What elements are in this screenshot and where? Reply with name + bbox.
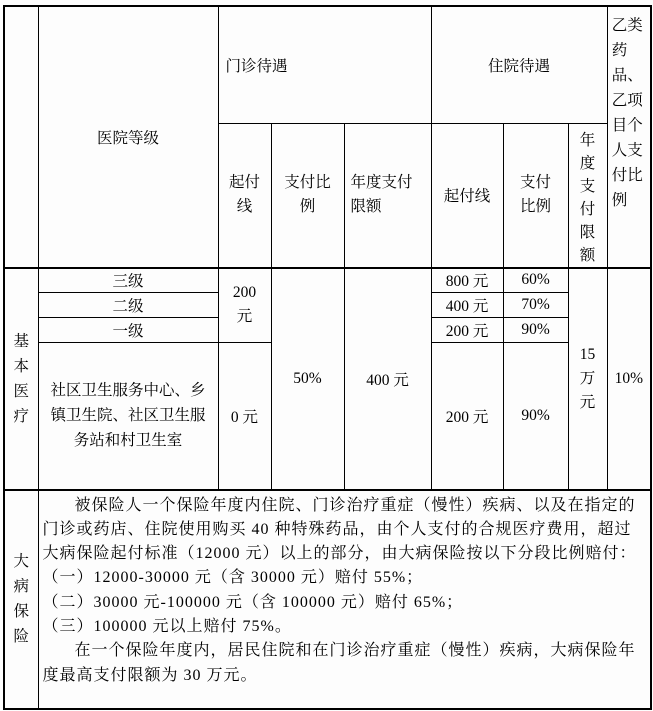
cell-in-ratio-1: 90%: [503, 318, 568, 343]
cell-level-2: 二级: [38, 293, 218, 318]
benefits-table: [3, 5, 652, 710]
cell-level-3: 三级: [38, 268, 218, 293]
cell-in-deductible-3: 800 元: [431, 268, 503, 293]
header-row-1: [4, 6, 651, 123]
cell-level-community: 社区卫生服务中心、乡镇卫生院、社区卫生服务站和村卫生室: [38, 343, 218, 490]
major-tier-3: （三）100000 元以上赔付 75%。: [42, 617, 292, 635]
cell-out-ratio: 50%: [271, 268, 344, 490]
cell-in-deductible-2: 400 元: [431, 293, 503, 318]
header-class-b-text: 乙类药品、乙项目个人支付比例: [611, 17, 643, 209]
cell-in-ratio-2: 70%: [503, 293, 568, 318]
row-major-illness: [4, 490, 651, 709]
header-inpatient: 住院待遇: [431, 6, 607, 123]
cell-level-1: 一级: [38, 318, 218, 343]
major-paragraph-1: 被保险人一个保险年度内住院、门诊治疗重症（慢性）疾病、以及在指定的门诊或药店、住院使用购买 40 种特殊药品，由个人支付的合规医疗费用，超过大病保险起付标准（12000 元）以上的部分，由大病保险按以下分段比例赔付：: [42, 496, 637, 563]
major-tier-1: （一）12000-30000 元（含 30000 元）赔付 55%；: [42, 569, 424, 587]
cell-class-b-ratio: 10%: [607, 268, 651, 490]
major-paragraph-2: 在一个保险年度内，居民住院和在门诊治疗重症（慢性）疾病，大病保险年度最高支付限额为 30 万元。: [42, 642, 636, 684]
header-outpatient: 门诊待遇: [218, 6, 431, 123]
header-out-deductible: 起付线: [218, 123, 271, 268]
section-label-basic: 基本医疗: [4, 268, 38, 490]
cell-out-deductible-upper: 200元: [218, 268, 271, 343]
header-in-annual-limit: 年度支付限额: [568, 123, 607, 268]
header-out-ratio: 支付比例: [271, 123, 344, 268]
cell-in-ratio-community: 90%: [503, 343, 568, 490]
major-illness-text: [38, 490, 651, 709]
header-class-b: [607, 6, 651, 268]
section-label-major: 大病保险: [4, 490, 38, 709]
major-tier-2: （二）30000 元-100000 元（含 100000 元）赔付 65%；: [42, 593, 464, 611]
cell-out-deductible-community: 0 元: [218, 343, 271, 490]
cell-in-annual-limit: 15万元: [568, 268, 607, 490]
header-in-ratio: 支付比例: [503, 123, 568, 268]
corner-cell: [4, 6, 38, 268]
cell-in-deductible-community: 200 元: [431, 343, 503, 490]
row-level-3: [4, 268, 651, 293]
header-hospital-level: 医院等级: [38, 6, 218, 268]
cell-out-annual-limit: 400 元: [344, 268, 431, 490]
cell-in-deductible-1: 200 元: [431, 318, 503, 343]
header-in-deductible: 起付线: [431, 123, 503, 268]
header-out-annual-limit: 年度支付限额: [344, 123, 431, 268]
cell-in-ratio-3: 60%: [503, 268, 568, 293]
